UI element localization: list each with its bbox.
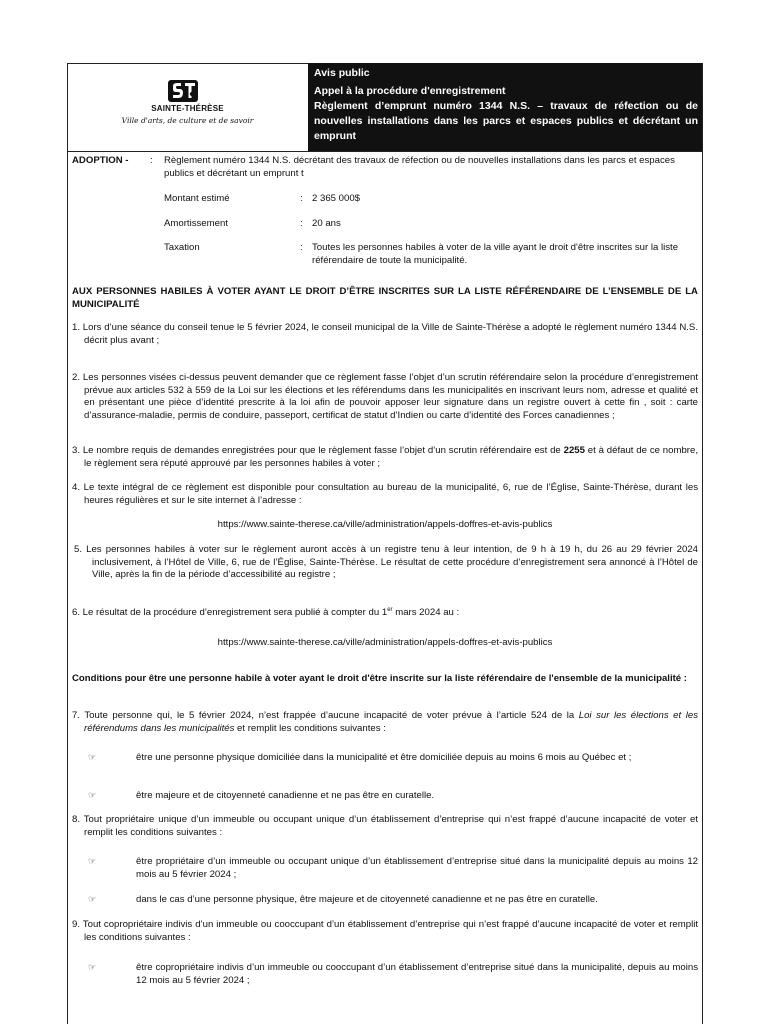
notice-title: Règlement d’emprunt numéro 1344 N.S. – travaux de réfection ou de nouvelles installations dans les parcs et espaces publics et décrétant un emprunt xyxy=(314,100,698,142)
amount-sep: : xyxy=(300,193,303,204)
notice-title-box xyxy=(308,63,702,151)
taxation-value: Toutes les personnes habiles à voter de la ville ayant le droit d'être inscrites sur la liste référendaire de toute la municipalité. xyxy=(312,242,679,266)
notice-subtitle: Appel à la procédure d'enregistrement xyxy=(314,85,506,97)
paragraph-6 xyxy=(72,604,698,620)
adoption-label: ADOPTION - xyxy=(72,155,129,166)
paragraph-4: 4. Le texte intégral de ce règlement est disponible pour consultation au bureau de la municipalité, 6, rue de l’Église, Sainte-Thérèse, durant les heures régulières et sur le site internet à l’adresse : xyxy=(72,482,698,506)
amortization-value: 20 ans xyxy=(312,218,341,229)
bullet-8-1: être propriétaire d’un immeuble ou occupant unique d’un établissement d’entreprise situé dans la municipalité depuis au moins 12 mois au 5 février 2024 ; xyxy=(136,856,698,880)
pointing-hand-icon: ☞ xyxy=(88,753,97,763)
paragraph-5: 5. Les personnes habiles à voter sur le règlement auront accès à un registre tenu à leur intention, de 9 h à 19 h, du 26 au 29 février 2024 inclusivement, à l’Hôtel de Ville, 6, rue de l’Église, Sainte-Thérèse. Le résultat de cette procédure d’enregistrement sera annoncé à l’Hôtel de Ville, après la fin de la période d’accessibilité au registre ; xyxy=(74,544,698,580)
sainte-therese-logo-icon xyxy=(168,80,198,102)
amount-label: Montant estimé xyxy=(164,193,230,204)
amortization-sep: : xyxy=(300,218,303,229)
bullet-9-1: être copropriétaire indivis d’un immeuble ou cooccupant d’un établissement d’entreprise situé dans la municipalité, depuis au moins 12 mois au 5 février 2024 ; xyxy=(136,962,698,986)
paragraph-2: 2. Les personnes visées ci-dessus peuvent demander que ce règlement fasse l’objet d’un scrutin référendaire selon la procédure d’enregistrement prévue aux articles 532 à 559 de la Loi sur les élections et les référendums dans les municipalités en inscrivant leurs nom, adresse et qualité et en présentant une pièce d’identité prescrite à la loi afin de pouvoir apposer leur signature dans un registre ouvert à cette fin , soit : carte d’assurance-maladie, permis de conduire, passeport, certificat de statut d’Indien ou carte d’identité des Forces canadiennes ; xyxy=(72,372,698,421)
paragraph-6-text-a: 6. Le résultat de la procédure d’enregistrement sera publié à compter du 1 xyxy=(72,607,388,619)
adoption-text: Règlement numéro 1344 N.S. décrétant des travaux de réfection ou de nouvelles installations dans les parcs et espaces publics et décrétant un emprunt t xyxy=(164,155,675,179)
paragraph-6-text-b: mars 2024 au : xyxy=(392,607,460,619)
logo-name: SAINTE-THÉRÈSE xyxy=(151,104,224,113)
city-logo xyxy=(67,63,308,151)
paragraph-7-text-b: et remplit les conditions suivantes : xyxy=(234,722,386,734)
paragraph-9: 9. Tout copropriétaire indivis d’un immeuble ou cooccupant d’un établissement d’entreprise qui n’est frappé d’aucune incapacité de voter et remplit les conditions suivantes : xyxy=(72,919,698,943)
pointing-hand-icon: ☞ xyxy=(88,857,97,867)
bullet-7-2: être majeure et de citoyenneté canadienne et ne pas être en curatelle. xyxy=(136,790,435,801)
paragraph-1: 1. Lors d’une séance du conseil tenue le 5 février 2024, le conseil municipal de la Ville de Sainte-Thérèse a adopté le règlement numéro 1344 N.S. décrit plus avant ; xyxy=(72,322,698,346)
bullet-8-2: dans le cas d’une personne physique, être majeure et de citoyenneté canadienne et ne pas être en curatelle. xyxy=(136,894,598,905)
pointing-hand-icon: ☞ xyxy=(88,895,97,905)
amount-value: 2 365 000$ xyxy=(312,193,361,204)
url-results[interactable]: https://www.sainte-therese.ca/ville/administration/appels-doffres-et-avis-publics xyxy=(217,637,553,648)
adoption-colon: : xyxy=(150,155,153,166)
notice-header xyxy=(67,63,703,152)
pointing-hand-icon: ☞ xyxy=(88,963,97,973)
paragraph-6-sup: er xyxy=(387,607,393,613)
paragraph-8: 8. Tout propriétaire unique d’un immeuble ou occupant unique d’un établissement d’entreprise qui n’est frappé d’aucune incapacité de voter et remplit les conditions suivantes : xyxy=(72,814,698,838)
law-title: Loi sur les élections et les référendums dans les municipalités xyxy=(84,710,698,734)
url-regulation[interactable]: https://www.sainte-therese.ca/ville/administration/appels-doffres-et-avis-publics xyxy=(217,519,553,530)
pointing-hand-icon: ☞ xyxy=(88,791,97,801)
logo-tagline: Ville d'arts, de culture et de savoir xyxy=(121,116,254,125)
paragraph-3-text-b: et à défaut de ce nombre, le règlement sera réputé approuvé par les personnes habiles à voter ; xyxy=(84,445,698,469)
required-signatures-count: 2255 xyxy=(563,445,585,456)
amortization-label: Amortissement xyxy=(164,218,228,229)
section1-heading: AUX PERSONNES HABILES À VOTER AYANT LE DROIT D’ÊTRE INSCRITES SUR LA LISTE RÉFÉRENDAIRE DE L’ENSEMBLE DE LA MUNICIPALITÉ xyxy=(72,286,698,310)
paragraph-3 xyxy=(72,445,698,470)
bullet-7-1: être une personne physique domiciliée dans la municipalité et être domiciliée depuis au moins 6 mois au Québec et ; xyxy=(136,752,632,763)
paragraph-7-text-a: 7. Toute personne qui, le 5 février 2024, n’est frappée d’aucune incapacité de voter prévue à l’article 524 de la xyxy=(72,710,579,721)
taxation-label: Taxation xyxy=(164,242,200,253)
section2-heading: Conditions pour être une personne habile à voter ayant le droit d'être inscrite sur la liste référendaire de l'ensemble de la municipalité : xyxy=(72,673,687,684)
paragraph-3-text-a: 3. Le nombre requis de demandes enregistrées pour que le règlement fasse l’objet d’un scrutin référendaire est de xyxy=(72,445,564,456)
paragraph-7 xyxy=(72,710,698,735)
taxation-sep: : xyxy=(300,242,303,253)
notice-label: Avis public xyxy=(314,67,370,79)
